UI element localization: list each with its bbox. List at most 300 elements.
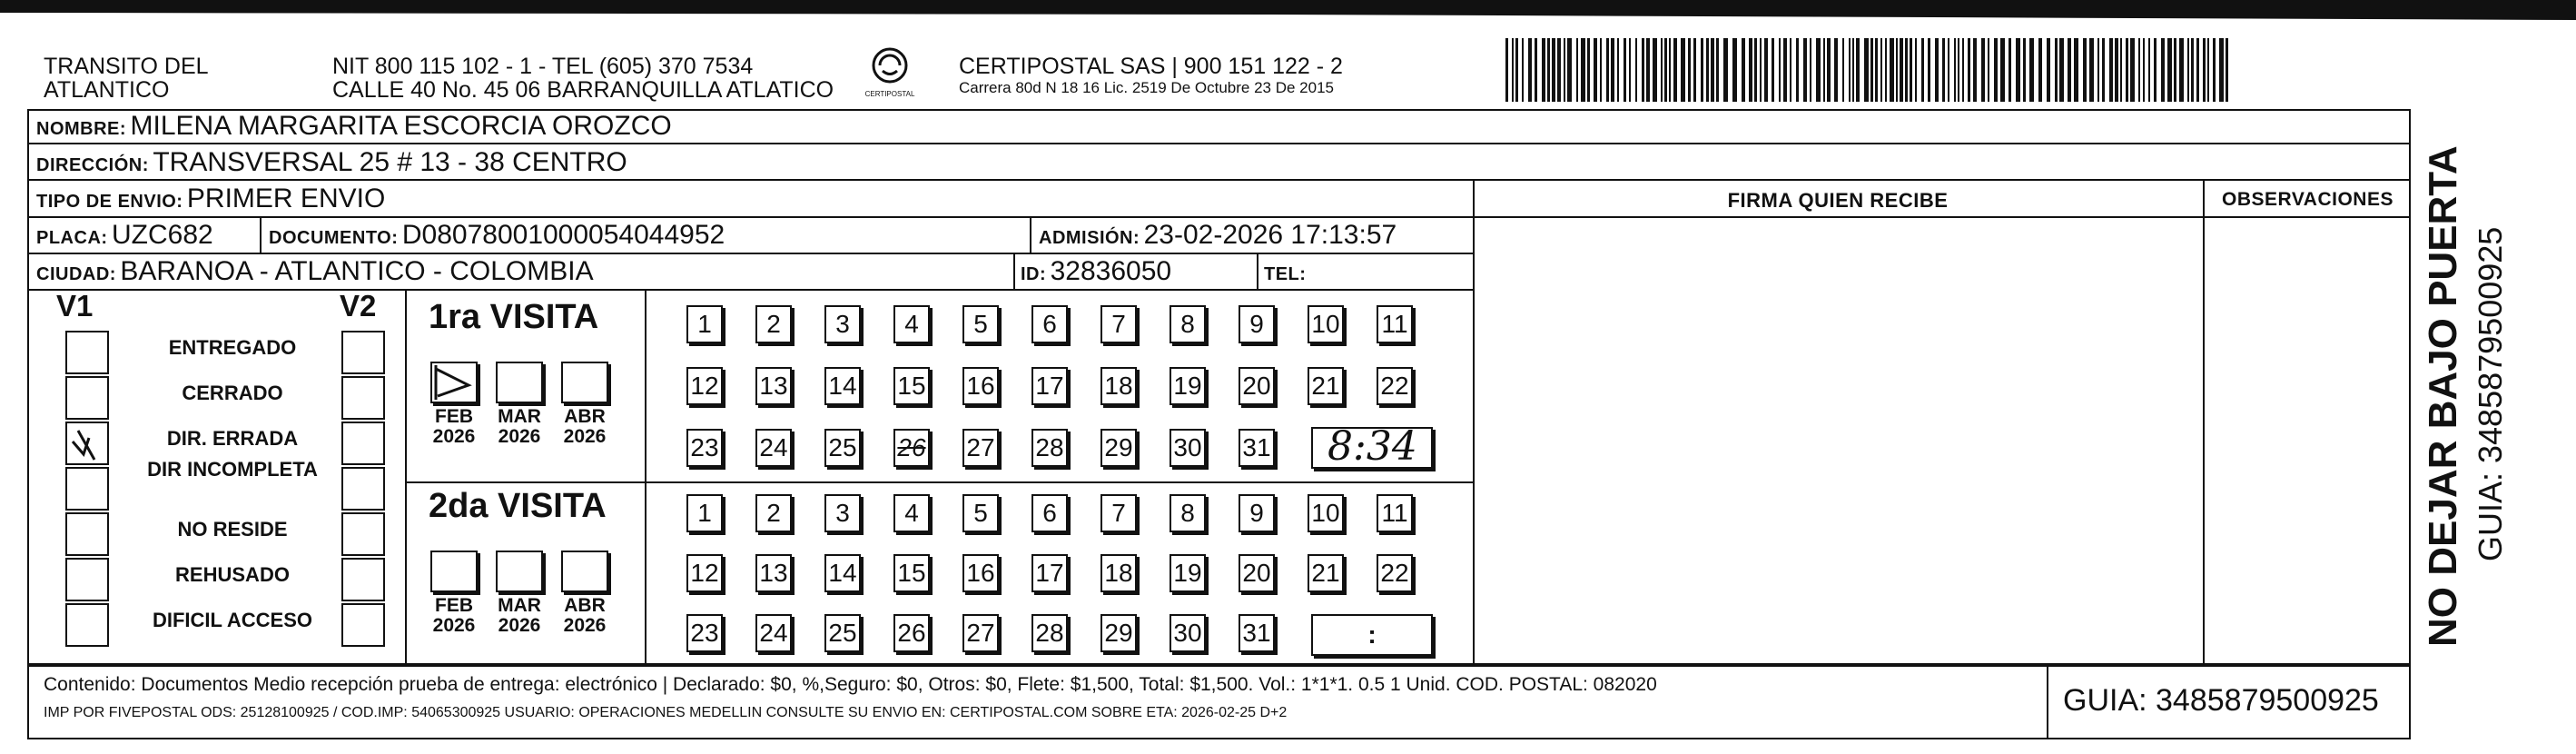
day-number: 30: [1173, 433, 1202, 461]
day-box[interactable]: [1100, 305, 1137, 343]
day-box[interactable]: [755, 429, 792, 467]
tel-field: [1264, 256, 1306, 287]
barcode-bar: [2207, 38, 2209, 102]
v1-checkbox[interactable]: [65, 422, 109, 465]
barcode-bar: [1760, 38, 1762, 102]
side-guide: GUIA: 3485879500925: [2472, 226, 2509, 561]
city-value: BARANOA - ATLANTICO - COLOMBIA: [120, 256, 594, 286]
v2-checkbox[interactable]: [341, 422, 385, 465]
day-box[interactable]: [1308, 367, 1344, 405]
check-mark-icon: [67, 423, 107, 463]
barcode-bar: [1669, 38, 1671, 102]
day-number: 5: [973, 310, 988, 338]
divider: [1473, 179, 1475, 665]
day-box[interactable]: [755, 554, 792, 592]
status-label: DIFICIL ACCESO: [152, 609, 312, 631]
day-box[interactable]: [1308, 305, 1344, 343]
handwritten-time-box: [1311, 423, 1433, 470]
day-number: 14: [828, 372, 857, 400]
day-box[interactable]: [893, 494, 930, 532]
day-box[interactable]: [962, 429, 999, 467]
barcode-bar: [1522, 38, 1524, 102]
day-box[interactable]: [755, 367, 792, 405]
barcode-bar: [2126, 38, 2128, 102]
status-label: CERRADO: [182, 382, 283, 404]
certipostal-logo-icon: [864, 45, 915, 102]
day-number: 5: [973, 499, 988, 527]
logo-caption: CERTIPOSTAL: [864, 90, 915, 98]
barcode-bar: [1928, 38, 1930, 102]
check-mark-icon: [432, 363, 476, 402]
day-box[interactable]: [962, 494, 999, 532]
day-number: 27: [966, 619, 995, 647]
barcode-bar: [1803, 38, 1807, 102]
month-label: FEB 2026: [432, 595, 476, 637]
day-box[interactable]: [824, 305, 861, 343]
barcode-bar: [2154, 38, 2157, 102]
v2-checkbox[interactable]: [341, 467, 385, 511]
day-number: 14: [828, 559, 857, 587]
barcode-bar: [1849, 38, 1851, 102]
day-box[interactable]: [686, 614, 723, 652]
barcode-bar: [1542, 38, 1545, 102]
city-label: CIUDAD:: [36, 264, 116, 284]
divider: [27, 289, 1475, 291]
day-box[interactable]: [1239, 367, 1275, 405]
day-box[interactable]: [962, 554, 999, 592]
barcode-bar: [1915, 38, 1917, 102]
day-number: 4: [904, 499, 919, 527]
v1-checkbox[interactable]: [65, 512, 109, 556]
divider: [405, 289, 407, 665]
barcode-bar: [1742, 38, 1745, 102]
barcode-bar: [1816, 38, 1821, 102]
address-row: [36, 147, 627, 178]
second-visit-title: 2da VISITA: [429, 487, 607, 525]
barcode-bar: [2074, 38, 2078, 102]
day-number: 31: [1242, 619, 1271, 647]
name-value: MILENA MARGARITA ESCORCIA OROZCO: [130, 111, 672, 141]
day-number: 20: [1242, 372, 1271, 400]
day-box[interactable]: [1100, 494, 1137, 532]
barcode-bar: [2016, 38, 2020, 102]
barcode-bar: [2120, 38, 2122, 102]
day-box[interactable]: [1308, 494, 1344, 532]
day-number: 19: [1173, 559, 1202, 587]
day-box[interactable]: [1170, 494, 1206, 532]
divider: [405, 481, 1473, 483]
v2-checkbox[interactable]: [341, 558, 385, 601]
id-label: ID:: [1021, 264, 1047, 284]
day-box[interactable]: [755, 494, 792, 532]
day-box[interactable]: [1239, 614, 1275, 652]
barcode-bar: [2226, 38, 2228, 102]
day-number: 25: [828, 619, 857, 647]
barcode-bar: [1716, 38, 1719, 102]
day-number: 16: [966, 372, 995, 400]
day-box[interactable]: [1377, 494, 1413, 532]
month-label: MAR 2026: [498, 406, 541, 448]
barcode-bar: [1958, 38, 1959, 102]
barcode-bar: [1896, 38, 1898, 102]
day-box[interactable]: [1239, 554, 1275, 592]
day-number: 2: [766, 310, 781, 338]
divider: [27, 216, 1475, 218]
barcode-bar: [1567, 38, 1572, 102]
signature-area[interactable]: [1476, 220, 2201, 663]
barcode-bar: [1764, 38, 1768, 102]
divider: [2203, 179, 2205, 665]
barcode-bar: [1968, 38, 1970, 102]
barcode-bar: [1624, 38, 1626, 102]
barcode-bar: [1852, 38, 1854, 102]
divider: [1257, 254, 1258, 289]
address-value: TRANSVERSAL 25 # 13 - 38 CENTRO: [153, 147, 627, 177]
barcode-bar: [2148, 38, 2150, 102]
month-checkbox[interactable]: [561, 551, 608, 592]
day-box[interactable]: [1239, 305, 1275, 343]
barcode-bar: [1973, 38, 1977, 102]
day-box[interactable]: [893, 429, 930, 467]
address-label: DIRECCIÓN:: [36, 155, 149, 175]
day-number: 4: [904, 310, 919, 338]
barcode-bar: [1921, 38, 1924, 102]
v2-checkbox[interactable]: [341, 376, 385, 420]
barcode-bar: [2191, 38, 2194, 102]
divider: [1473, 216, 2411, 218]
day-number: 18: [1104, 372, 1133, 400]
barcode-bar: [2059, 38, 2064, 102]
day-box[interactable]: [1031, 429, 1068, 467]
barcode-bar: [2038, 38, 2042, 102]
carrier-info: [959, 55, 1343, 96]
shipment-type-value: PRIMER ENVIO: [186, 184, 386, 213]
day-box[interactable]: [1170, 367, 1206, 405]
admission-value: 23-02-2026 17:13:57: [1143, 220, 1397, 250]
day-number: 28: [1035, 619, 1064, 647]
barcode-bar: [1552, 38, 1555, 102]
barcode-bar: [1600, 38, 1602, 102]
plate-field: [36, 220, 213, 251]
v1-checkbox[interactable]: [65, 376, 109, 420]
day-box[interactable]: [686, 494, 723, 532]
barcode-bar: [1594, 38, 1597, 102]
day-box[interactable]: [962, 614, 999, 652]
day-number: 1: [697, 499, 712, 527]
divider: [2047, 667, 2048, 739]
day-box[interactable]: [824, 367, 861, 405]
barcode-bar: [1870, 38, 1873, 102]
barcode-bar: [1629, 38, 1631, 102]
status-label: ENTREGADO: [168, 336, 297, 359]
second-time-box[interactable]: [1311, 614, 1433, 656]
day-number: 26: [897, 433, 926, 461]
v2-checkbox[interactable]: [341, 331, 385, 374]
barcode-bar: [2102, 38, 2105, 102]
day-number: 22: [1380, 559, 1409, 587]
barcode-bar: [1962, 38, 1964, 102]
status-label: DIR INCOMPLETA: [147, 458, 318, 481]
day-box[interactable]: [1100, 614, 1137, 652]
day-box[interactable]: [1377, 305, 1413, 343]
day-box[interactable]: [1308, 554, 1344, 592]
day-number: 29: [1104, 619, 1133, 647]
barcode-bar: [2109, 38, 2113, 102]
day-box[interactable]: [824, 614, 861, 652]
month-checkbox[interactable]: [430, 551, 478, 592]
barcode-bar: [1981, 38, 1985, 102]
day-number: 20: [1242, 559, 1271, 587]
barcode-bar: [1885, 38, 1887, 102]
barcode-bar: [1796, 38, 1799, 102]
barcode-bar: [2143, 38, 2145, 102]
barcode-bar: [1587, 38, 1590, 102]
day-box[interactable]: [686, 367, 723, 405]
barcode-bar: [1681, 38, 1685, 102]
day-number: 6: [1042, 310, 1057, 338]
day-number: 31: [1242, 433, 1271, 461]
month-label: FEB 2026: [432, 406, 476, 448]
day-box[interactable]: [824, 429, 861, 467]
barcode-bar: [1547, 38, 1550, 102]
day-number: 29: [1104, 433, 1133, 461]
observations-area[interactable]: [2206, 220, 2409, 663]
barcode-bar: [1635, 38, 1637, 102]
day-box[interactable]: [1170, 554, 1206, 592]
barcode-bar: [1948, 38, 1949, 102]
footer-line-2: IMP POR FIVEPOSTAL ODS: 25128100925 / COD.IMP: 54065300925 USUARIO: OPERACIONES MEDELLIN CONSULTE SU ENVIO EN: CERTIPOSTAL.COM SOBRE ETA: 2026-02-25 D+2: [44, 705, 1288, 720]
divider: [27, 179, 2411, 181]
barcode-bar: [2196, 38, 2199, 102]
day-box[interactable]: [686, 554, 723, 592]
day-box[interactable]: [1170, 429, 1206, 467]
id-field: [1021, 256, 1171, 287]
barcode-bar: [1749, 38, 1752, 102]
barcode-bar: [2000, 38, 2005, 102]
day-box[interactable]: [824, 554, 861, 592]
org-line-1: NIT 800 115 102 - 1 - TEL (605) 370 7534: [332, 54, 754, 79]
day-box[interactable]: [1031, 554, 1068, 592]
barcode-bar: [1701, 38, 1703, 102]
barcode-bar: [1994, 38, 1998, 102]
barcode-bar: [1642, 38, 1644, 102]
plate-label: PLACA:: [36, 228, 108, 248]
barcode-bar: [2089, 38, 2094, 102]
day-number: 7: [1111, 499, 1126, 527]
barcode-image: [1505, 38, 2232, 102]
barcode-bar: [1661, 38, 1663, 102]
divider: [27, 143, 2411, 144]
barcode-bar: [1512, 38, 1514, 102]
name-row: [36, 111, 672, 142]
status-label: NO RESIDE: [177, 518, 288, 541]
barcode-bar: [1905, 38, 1908, 102]
day-box[interactable]: [962, 305, 999, 343]
day-number: 22: [1380, 372, 1409, 400]
month-checkbox[interactable]: [430, 362, 478, 403]
barcode-bar: [1823, 38, 1825, 102]
barcode-bar: [2008, 38, 2011, 102]
barcode-bar: [1772, 38, 1774, 102]
barcode-bar: [2179, 38, 2184, 102]
day-number: 17: [1035, 559, 1064, 587]
day-box[interactable]: [755, 614, 792, 652]
barcode-bar: [1688, 38, 1691, 102]
day-number: 28: [1035, 433, 1064, 461]
day-box[interactable]: [1377, 554, 1413, 592]
v1-checkbox[interactable]: [65, 603, 109, 647]
day-box[interactable]: [1031, 614, 1068, 652]
v1-checkbox[interactable]: [65, 558, 109, 601]
barcode-bar: [1810, 38, 1811, 102]
status-label: DIR. ERRADA: [166, 427, 299, 450]
tel-label: TEL:: [1264, 264, 1307, 284]
barcode-bar: [1576, 38, 1578, 102]
day-number: 16: [966, 559, 995, 587]
day-box[interactable]: [893, 305, 930, 343]
day-number: 23: [690, 433, 719, 461]
first-visit-title: 1ra VISITA: [429, 298, 599, 336]
divider: [1030, 218, 1031, 253]
v1-checkbox[interactable]: [65, 467, 109, 511]
v2-checkbox[interactable]: [341, 512, 385, 556]
barcode-bar: [2161, 38, 2165, 102]
day-number: 1: [697, 310, 712, 338]
barcode-bar: [1935, 38, 1939, 102]
document-field: [269, 220, 725, 251]
barcode-bar: [2029, 38, 2034, 102]
day-number: 10: [1311, 310, 1340, 338]
month-checkbox[interactable]: [496, 362, 543, 403]
barcode-bar: [2097, 38, 2099, 102]
barcode-bar: [1779, 38, 1781, 102]
barcode-bar: [1581, 38, 1585, 102]
barcode-bar: [2115, 38, 2118, 102]
barcode-bar: [1875, 38, 1878, 102]
barcode-bar: [1535, 38, 1537, 102]
barcode-bar: [1505, 38, 1508, 102]
day-box[interactable]: [1100, 367, 1137, 405]
day-box[interactable]: [824, 494, 861, 532]
admission-field: [1039, 220, 1397, 251]
plate-value: UZC682: [112, 220, 213, 250]
barcode-bar: [1900, 38, 1903, 102]
month-checkbox[interactable]: [561, 362, 608, 403]
v2-checkbox[interactable]: [341, 603, 385, 647]
barcode-bar: [1706, 38, 1709, 102]
shipment-type-row: [36, 184, 385, 214]
day-number: 21: [1311, 372, 1340, 400]
day-box[interactable]: [755, 305, 792, 343]
observations-header: OBSERVACIONES: [2222, 189, 2393, 210]
day-number: 9: [1249, 310, 1264, 338]
barcode-bar: [1557, 38, 1561, 102]
month-label: ABR 2026: [563, 406, 607, 448]
day-number: 12: [690, 559, 719, 587]
v2-header: V2: [340, 289, 377, 322]
day-box[interactable]: [686, 429, 723, 467]
day-number: 9: [1249, 499, 1264, 527]
barcode-bar: [2219, 38, 2224, 102]
barcode-bar: [1864, 38, 1869, 102]
day-number: 8: [1180, 310, 1195, 338]
side-warning: NO DEJAR BAJO PUERTA: [2421, 145, 2465, 647]
barcode-bar: [2203, 38, 2206, 102]
day-box[interactable]: [686, 305, 723, 343]
day-number: 26: [897, 619, 926, 647]
day-box[interactable]: [1170, 305, 1206, 343]
day-box[interactable]: [1031, 367, 1068, 405]
barcode-bar: [1842, 38, 1844, 102]
barcode-bar: [1856, 38, 1860, 102]
barcode-bar: [1880, 38, 1882, 102]
barcode-bar: [1515, 38, 1518, 102]
divider: [645, 289, 646, 665]
month-label: MAR 2026: [498, 595, 541, 637]
barcode-bar: [1617, 38, 1619, 102]
carrier-line-2: Carrera 80d N 18 16 Lic. 2519 De Octubre 23 De 2015: [959, 79, 1334, 97]
v1-checkbox[interactable]: [65, 331, 109, 374]
day-box[interactable]: [893, 614, 930, 652]
day-box[interactable]: [893, 367, 930, 405]
barcode-bar: [2187, 38, 2189, 102]
day-number: 11: [1381, 499, 1408, 527]
month-checkbox[interactable]: [496, 551, 543, 592]
day-box[interactable]: [1100, 429, 1137, 467]
day-box[interactable]: [1031, 494, 1068, 532]
second-time-value: :: [1367, 620, 1377, 649]
barcode-bar: [1834, 38, 1838, 102]
barcode-bar: [1653, 38, 1657, 102]
day-box[interactable]: [893, 554, 930, 592]
day-number: 23: [690, 619, 719, 647]
day-number: 12: [690, 372, 719, 400]
day-number: 15: [897, 372, 926, 400]
barcode-bar: [2023, 38, 2026, 102]
day-number: 13: [759, 559, 788, 587]
day-box[interactable]: [1100, 554, 1137, 592]
barcode-bar: [1673, 38, 1677, 102]
barcode-bar: [1664, 38, 1667, 102]
barcode-bar: [1988, 38, 1989, 102]
barcode-bar: [1646, 38, 1650, 102]
day-box[interactable]: [1377, 367, 1413, 405]
barcode-bar: [2055, 38, 2058, 102]
barcode-bar: [1910, 38, 1912, 102]
day-number: 18: [1104, 559, 1133, 587]
city-field: [36, 256, 594, 287]
day-number: 27: [966, 433, 995, 461]
day-number: 6: [1042, 499, 1057, 527]
barcode-bar: [1754, 38, 1757, 102]
barcode-bar: [2167, 38, 2172, 102]
status-label: REHUSADO: [175, 563, 290, 586]
barcode-bar: [1528, 38, 1532, 102]
barcode-bar: [2138, 38, 2140, 102]
day-box[interactable]: [1031, 305, 1068, 343]
day-box[interactable]: [1239, 429, 1275, 467]
day-number: 10: [1311, 499, 1340, 527]
barcode-bar: [1732, 38, 1737, 102]
day-number: 24: [759, 433, 788, 461]
day-number: 15: [897, 559, 926, 587]
day-box[interactable]: [1170, 614, 1206, 652]
day-box[interactable]: [1239, 494, 1275, 532]
shipment-type-label: TIPO DE ENVIO:: [36, 192, 183, 212]
day-box[interactable]: [962, 367, 999, 405]
admission-label: ADMISIÓN:: [1039, 228, 1140, 248]
day-number: 25: [828, 433, 857, 461]
